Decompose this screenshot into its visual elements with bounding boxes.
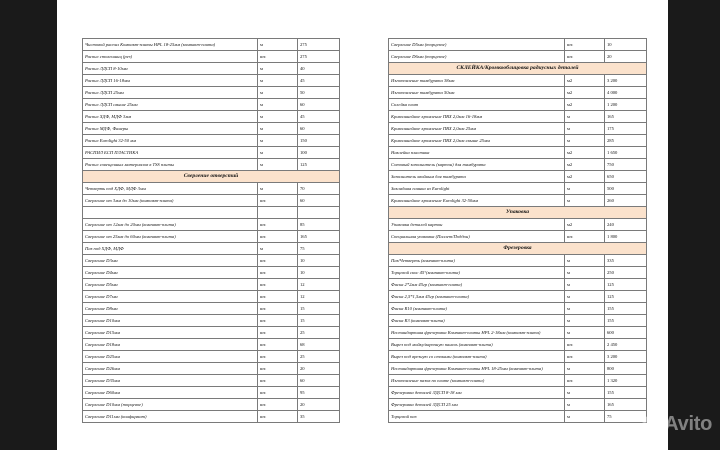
unit-cell: м xyxy=(258,99,298,111)
price-cell: 10 xyxy=(298,267,340,279)
price-cell: 175 xyxy=(605,123,647,135)
section-title: Сверление отверстий xyxy=(83,171,340,183)
table-row xyxy=(83,327,340,339)
service-name-cell: Распил ЛДСП 8-10мм xyxy=(83,63,258,75)
table-row xyxy=(83,195,340,207)
service-name-cell: Торцевой скос 45°(компакт-плита) xyxy=(389,267,565,279)
table-row xyxy=(389,255,647,267)
unit-cell: м xyxy=(565,315,605,327)
table-row xyxy=(389,39,647,51)
unit-cell: шт. xyxy=(258,411,298,423)
table-row xyxy=(389,99,647,111)
price-cell: 750 xyxy=(605,159,647,171)
table-row xyxy=(389,183,647,195)
unit-cell: м xyxy=(565,267,605,279)
service-name-cell: Сверление D3мм xyxy=(83,255,258,267)
service-name-cell: Сверление от 25мм до 60мм (компакт-плита) xyxy=(83,231,258,243)
service-name-cell: Изготовление пазов по плите (компакт-плита) xyxy=(389,375,565,387)
service-name-cell: Фаска R10 (компакт-плита) xyxy=(389,303,565,315)
service-name-cell: Упаковка деталей картон xyxy=(389,219,565,231)
watermark-text: Avito xyxy=(664,413,712,435)
table-row xyxy=(83,159,340,171)
table-row xyxy=(83,351,340,363)
price-cell: 25 xyxy=(298,351,340,363)
service-name-cell: Сверление D35мм xyxy=(83,375,258,387)
price-cell: 1 200 xyxy=(605,99,647,111)
table-row xyxy=(83,99,340,111)
table-row xyxy=(389,87,647,99)
service-name-cell: Сверление D8мм xyxy=(83,303,258,315)
table-row xyxy=(83,399,340,411)
price-cell: 50 xyxy=(298,87,340,99)
section-header-row xyxy=(83,171,340,183)
section-header-row xyxy=(389,63,647,75)
service-name-cell: Фрезеровка деталей ЛДСП 8-18 мм xyxy=(389,387,565,399)
price-cell: 165 xyxy=(605,399,647,411)
service-name-cell: Сверление D11мм (конфирмат) xyxy=(83,411,258,423)
service-name-cell: Распил Eurolight 32-50 мм xyxy=(83,135,258,147)
service-name-cell: Сверление от 3мм до 10мм (компакт-плита) xyxy=(83,195,258,207)
unit-cell: м xyxy=(565,123,605,135)
unit-cell: м xyxy=(565,291,605,303)
section-header-row xyxy=(389,207,647,219)
empty-cell xyxy=(298,207,340,219)
unit-cell: шт. xyxy=(258,351,298,363)
price-cell: 45 xyxy=(298,75,340,87)
table-row xyxy=(389,75,647,87)
price-cell: 10 xyxy=(298,255,340,267)
unit-cell: шт. xyxy=(565,39,605,51)
price-cell: 2 450 xyxy=(605,339,647,351)
table-row xyxy=(389,51,647,63)
service-name-cell: Паз под ХДФ, МДФ xyxy=(83,243,258,255)
price-cell: 1 800 xyxy=(605,231,647,243)
price-cell: 600 xyxy=(605,327,647,339)
unit-cell: м xyxy=(258,243,298,255)
service-name-cell: Чистовой распил Компакт-плиты HPL 18-25мм (компакт-плита) xyxy=(83,39,258,51)
table-row xyxy=(389,315,647,327)
table-row xyxy=(389,267,647,279)
service-name-cell: Криволинейное кромление ПВХ 2,0мм 16-18мм xyxy=(389,111,565,123)
unit-cell: м2 xyxy=(565,219,605,231)
unit-cell: м xyxy=(258,75,298,87)
service-name-cell: Закладная планка из Eurolight xyxy=(389,183,565,195)
unit-cell: шт. xyxy=(258,279,298,291)
table-row xyxy=(83,411,340,423)
unit-cell: шт. xyxy=(258,231,298,243)
price-cell: 85 xyxy=(298,219,340,231)
table-row xyxy=(83,135,340,147)
price-cell: 75 xyxy=(298,243,340,255)
table-row xyxy=(389,231,647,243)
unit-cell: м xyxy=(258,159,298,171)
price-cell: 15 xyxy=(298,303,340,315)
service-name-cell: Паз/Четверть (компакт-плита) xyxy=(389,255,565,267)
table-row xyxy=(83,363,340,375)
unit-cell: шт. xyxy=(258,303,298,315)
unit-cell: шт. xyxy=(258,219,298,231)
price-cell: 250 xyxy=(605,267,647,279)
unit-cell: м xyxy=(565,135,605,147)
table-row xyxy=(83,87,340,99)
table-row xyxy=(389,399,647,411)
table-row xyxy=(389,363,647,375)
service-name-cell: Распил ЛДСП 25мм xyxy=(83,87,258,99)
empty-cell xyxy=(258,207,298,219)
unit-cell: м2 xyxy=(565,75,605,87)
service-name-cell: Криволинейное кромление ПВХ 2,0мм свыше 25мм xyxy=(389,135,565,147)
price-cell: 20 xyxy=(605,51,647,63)
unit-cell: шт. xyxy=(258,399,298,411)
service-name-cell: Распил МДФ, Фанеры xyxy=(83,123,258,135)
price-cell: 650 xyxy=(605,171,647,183)
unit-cell: шт. xyxy=(258,291,298,303)
price-cell: 20 xyxy=(298,363,340,375)
service-name-cell: Изготовление тамбурата 50мм xyxy=(389,87,565,99)
price-cell: 12 xyxy=(298,291,340,303)
table-row xyxy=(389,219,647,231)
service-name-cell: Изготовление тамбурата 38мм xyxy=(389,75,565,87)
section-title: СКЛЕЙКА/Кромкооблицовка радиусных деталей xyxy=(389,63,647,75)
service-name-cell: Сверление D7мм xyxy=(83,291,258,303)
service-name-cell: Сверление D5мм (торцевое) xyxy=(389,39,565,51)
unit-cell: м xyxy=(565,327,605,339)
table-row xyxy=(389,303,647,315)
service-name-cell: Сверление D25мм xyxy=(83,351,258,363)
table-row xyxy=(389,387,647,399)
price-cell: 275 xyxy=(298,39,340,51)
price-cell: 275 xyxy=(298,51,340,63)
unit-cell: м xyxy=(258,147,298,159)
price-cell: 12 xyxy=(298,279,340,291)
price-cell: 150 xyxy=(298,135,340,147)
unit-cell: шт. xyxy=(258,51,298,63)
unit-cell: м xyxy=(258,123,298,135)
unit-cell: м xyxy=(565,255,605,267)
unit-cell: м xyxy=(565,195,605,207)
service-name-cell: Распил столешниц (рез) xyxy=(83,51,258,63)
table-row xyxy=(83,303,340,315)
price-cell: 70 xyxy=(298,183,340,195)
table-row xyxy=(389,411,647,423)
unit-cell: м xyxy=(258,87,298,99)
unit-cell: шт. xyxy=(258,327,298,339)
service-name-cell: Сверление от 12мм до 20мм (компакт-плита) xyxy=(83,219,258,231)
price-cell: 60 xyxy=(298,99,340,111)
section-title: Фрезеровка xyxy=(389,243,647,255)
price-cell: 240 xyxy=(605,219,647,231)
price-cell: 75 xyxy=(605,411,647,423)
price-cell: 40 xyxy=(298,63,340,75)
service-name-cell: Нестандартная фрезеровка Компакт-плиты HPL 2-18мм (компакт-плита) xyxy=(389,327,565,339)
empty-row xyxy=(83,207,340,219)
price-cell: 165 xyxy=(298,231,340,243)
unit-cell: м xyxy=(258,63,298,75)
price-cell: 10 xyxy=(605,39,647,51)
table-row xyxy=(83,183,340,195)
section-header-row xyxy=(389,243,647,255)
unit-cell: шт. xyxy=(565,339,605,351)
unit-cell: шт. xyxy=(258,339,298,351)
service-name-cell: Склейка плит xyxy=(389,99,565,111)
service-name-cell: Специальная упаковка (Паллет/Поддон) xyxy=(389,231,565,243)
table-row xyxy=(83,231,340,243)
table-row xyxy=(389,135,647,147)
price-cell: 15 xyxy=(298,315,340,327)
table-row xyxy=(389,147,647,159)
unit-cell: м2 xyxy=(565,159,605,171)
table-row xyxy=(389,339,647,351)
service-name-cell: Заполнитель хвойным для тамбурата xyxy=(389,171,565,183)
price-cell: 155 xyxy=(605,303,647,315)
table-row xyxy=(389,351,647,363)
unit-cell: шт. xyxy=(258,255,298,267)
price-cell: 1 320 xyxy=(605,375,647,387)
service-name-cell: Криволинейное кромление Eurolight 32-50мм xyxy=(389,195,565,207)
section-title: Упаковка xyxy=(389,207,647,219)
price-cell: 125 xyxy=(605,279,647,291)
unit-cell: м xyxy=(565,111,605,123)
unit-cell: м xyxy=(565,399,605,411)
table-row xyxy=(389,375,647,387)
unit-cell: шт. xyxy=(565,351,605,363)
unit-cell: м xyxy=(565,183,605,195)
table-row xyxy=(389,159,647,171)
service-name-cell: Сверление D10мм xyxy=(83,315,258,327)
price-cell: 35 xyxy=(298,411,340,423)
price-cell: 45 xyxy=(298,111,340,123)
unit-cell: м xyxy=(565,411,605,423)
price-cell: 60 xyxy=(298,123,340,135)
price-cell: 125 xyxy=(605,291,647,303)
price-cell: 3 200 xyxy=(605,75,647,87)
service-name-cell: Сверление D18мм xyxy=(83,339,258,351)
price-cell: 260 xyxy=(605,195,647,207)
service-name-cell: Сверление D10мм (торцевое) xyxy=(83,399,258,411)
unit-cell: шт. xyxy=(565,51,605,63)
unit-cell: м2 xyxy=(565,99,605,111)
unit-cell: м xyxy=(565,279,605,291)
service-name-cell: Сверление D5мм xyxy=(83,279,258,291)
service-name-cell: Распил совещенных материалов в TSS плиты xyxy=(83,159,258,171)
table-row xyxy=(83,291,340,303)
service-name-cell: Торцевой паз xyxy=(389,411,565,423)
table-row xyxy=(83,39,340,51)
service-name-cell: Фаска 2*2мм 45гр (компакт-плита) xyxy=(389,279,565,291)
price-cell: 1 650 xyxy=(605,147,647,159)
price-cell: 20 xyxy=(298,399,340,411)
table-row xyxy=(83,387,340,399)
service-name-cell: Распил ЛДСП 16-18мм xyxy=(83,75,258,87)
unit-cell: м xyxy=(565,387,605,399)
service-name-cell: Сверление D15мм xyxy=(83,327,258,339)
service-name-cell: Нестандартная фрезеровка Компакт-плиты HPL 18-25мм (компакт-плита) xyxy=(389,363,565,375)
price-cell: 95 xyxy=(298,387,340,399)
service-name-cell: Криволинейное кромление ПВХ 2,0мм 25мм xyxy=(389,123,565,135)
unit-cell: шт. xyxy=(258,363,298,375)
table-row xyxy=(389,111,647,123)
table-row xyxy=(389,123,647,135)
service-name-cell: Вырез под врезную со стоками (компакт-плита) xyxy=(389,351,565,363)
unit-cell: м xyxy=(565,303,605,315)
unit-cell: м xyxy=(565,363,605,375)
table-row xyxy=(83,111,340,123)
price-table-left xyxy=(82,38,340,423)
table-row xyxy=(83,147,340,159)
price-cell: 60 xyxy=(298,375,340,387)
table-row xyxy=(389,171,647,183)
service-name-cell: Сотовый заполнитель (картон) для тамбурата xyxy=(389,159,565,171)
unit-cell: м xyxy=(258,183,298,195)
price-cell: 285 xyxy=(605,135,647,147)
unit-cell: шт. xyxy=(258,387,298,399)
table-row xyxy=(389,195,647,207)
service-name-cell: Фаска R3 (компакт-плита) xyxy=(389,315,565,327)
service-name-cell: Распил ЛДСП свыше 25мм xyxy=(83,99,258,111)
price-table-right xyxy=(388,38,647,423)
avito-logo-icon xyxy=(640,414,662,436)
service-name-cell: Четверть под ХДФ, МДФ 3мм xyxy=(83,183,258,195)
service-name-cell: Сверление D26мм xyxy=(83,363,258,375)
unit-cell: шт. xyxy=(258,267,298,279)
service-name-cell: Распил ХДФ, МДФ 3мм xyxy=(83,111,258,123)
price-cell: 155 xyxy=(605,315,647,327)
price-cell: 100 xyxy=(298,147,340,159)
unit-cell: м2 xyxy=(565,87,605,99)
unit-cell: м xyxy=(258,111,298,123)
unit-cell: шт. xyxy=(258,195,298,207)
table-row xyxy=(389,279,647,291)
price-cell: 25 xyxy=(298,327,340,339)
table-row xyxy=(83,123,340,135)
table-row xyxy=(83,375,340,387)
unit-cell: шт. xyxy=(565,375,605,387)
table-row xyxy=(83,267,340,279)
table-row xyxy=(83,279,340,291)
table-row xyxy=(389,291,647,303)
avito-watermark xyxy=(640,413,712,436)
table-row xyxy=(389,327,647,339)
unit-cell: м xyxy=(258,39,298,51)
table-row xyxy=(83,75,340,87)
document-page xyxy=(57,0,668,450)
table-row xyxy=(83,339,340,351)
service-name-cell: Сверление D4мм xyxy=(83,267,258,279)
service-name-cell: Сверление D6мм (торцевое) xyxy=(389,51,565,63)
table-row xyxy=(83,255,340,267)
service-name-cell: Вырез под мойку/варочную панель (компакт-плита) xyxy=(389,339,565,351)
unit-cell: м2 xyxy=(565,147,605,159)
price-cell: 125 xyxy=(298,159,340,171)
price-cell: 60 xyxy=(298,195,340,207)
table-row xyxy=(83,219,340,231)
price-cell: 4 000 xyxy=(605,87,647,99)
unit-cell: м2 xyxy=(565,171,605,183)
unit-cell: м xyxy=(258,135,298,147)
price-cell: 155 xyxy=(605,387,647,399)
price-cell: 3 200 xyxy=(605,351,647,363)
table-row xyxy=(83,51,340,63)
price-cell: 500 xyxy=(605,183,647,195)
table-row xyxy=(83,243,340,255)
table-row xyxy=(83,63,340,75)
table-row xyxy=(83,315,340,327)
price-cell: 800 xyxy=(605,363,647,375)
unit-cell: шт. xyxy=(258,315,298,327)
empty-cell xyxy=(83,207,258,219)
price-cell: 165 xyxy=(605,111,647,123)
unit-cell: шт. xyxy=(565,231,605,243)
service-name-cell: Сверление D60мм xyxy=(83,387,258,399)
service-name-cell: Фрезеровка деталей ЛДСП 25 мм xyxy=(389,399,565,411)
price-cell: 68 xyxy=(298,339,340,351)
unit-cell: шт. xyxy=(258,375,298,387)
service-name-cell: Наклейка пластика xyxy=(389,147,565,159)
price-cell: 335 xyxy=(605,255,647,267)
service-name-cell: РАСПИЛ БСП ПЛАСТИКА xyxy=(83,147,258,159)
service-name-cell: Фаска 2,5*1,5мм 45гр (компакт-плита) xyxy=(389,291,565,303)
